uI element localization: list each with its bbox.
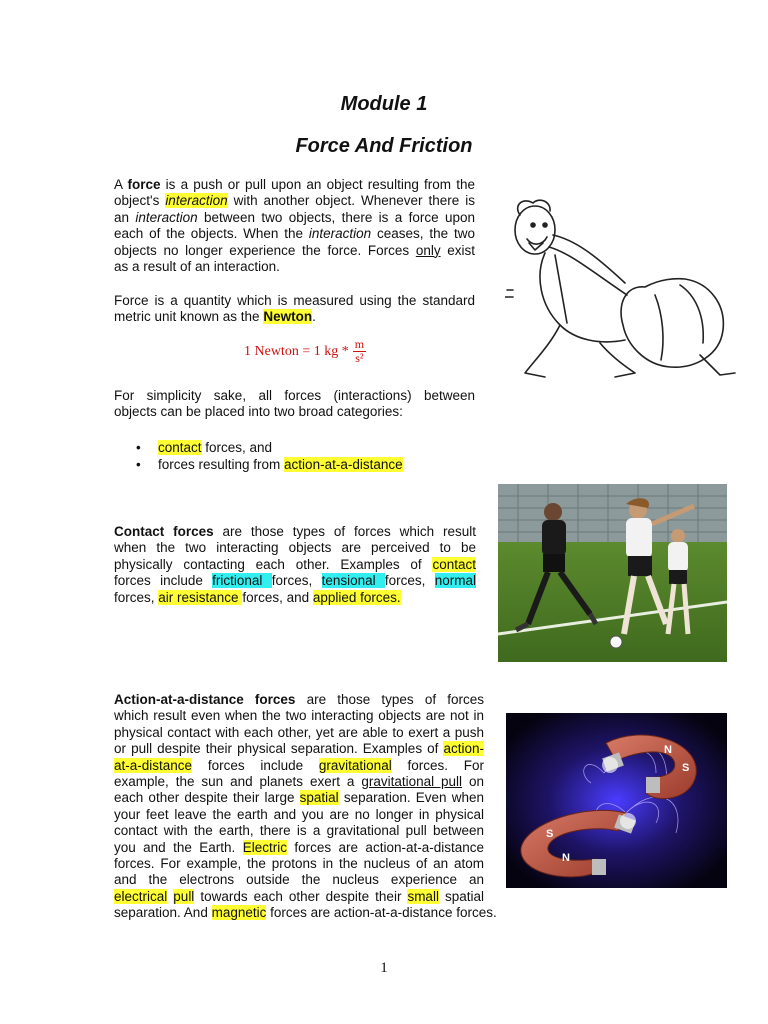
- magnet-pole-label: N: [562, 852, 570, 864]
- magnet-pole-label: S: [682, 762, 690, 774]
- newton-paragraph: Force is a quantity which is measured using the standard metric unit known as the Newton.: [114, 293, 475, 325]
- newton-formula: 1 Newton = 1 kg * $\frac{m}{\text{s²}}$: [244, 337, 365, 365]
- page-number: 1: [380, 960, 388, 976]
- module-heading: Module 1: [340, 93, 428, 115]
- force-categories-list: [136, 439, 403, 473]
- magnet-pole-label: S: [546, 828, 554, 840]
- intro-paragraph: A force is a push or pull upon an object resulting from the object's interaction with another object. Whenever there is an interaction between two objects, there is a force upon each of the objects. When the interaction ceases, the two objects no longer experience the force. Forces only exist as a result of an interaction.: [114, 177, 476, 275]
- soccer-players-photo: [498, 484, 727, 662]
- action-at-a-distance-paragraph: Action-at-a-distance forces are those types of forces which result even when the two interacting objects are not in physical contact with each other, yet are able to exert a push or pull despite their physical separation. Examples of action- at-a-distance forces include gravitational forces. For example, the sun and planets exert a gravitational pull on each other despite their large spatial separation. Even when your feet leave the earth and you are no longer in physical contact with the earth, there is a gravitational pull between you and the Earth. Electric forces are action-at-a-distance forces. For example, the protons in the nucleus of an atom and the electrons outside the nucleus experience an electrical pull towards each other despite their small spatial separation. And magnetic forces are action-at-a-distance forces.: [114, 692, 497, 921]
- list-item: • contact forces, and: [136, 439, 403, 456]
- magnet-pole-label: N: [664, 744, 672, 756]
- list-item: • forces resulting from action-at-a-distance: [136, 456, 403, 473]
- categories-paragraph: For simplicity sake, all forces (interactions) between objects can be placed into two broad categories:: [114, 388, 475, 420]
- horseshoe-magnets-image: [506, 713, 727, 888]
- pushing-sack-cartoon: [505, 195, 755, 385]
- page-title: Force And Friction: [295, 135, 473, 157]
- contact-forces-paragraph: Contact forces are those types of forces which result when the two interacting objects are perceived to be physically contacting each other. Examples of contact forces include frictional forces, tensional forces, normal forces, air resistance forces, and applied forces.: [114, 524, 477, 605]
